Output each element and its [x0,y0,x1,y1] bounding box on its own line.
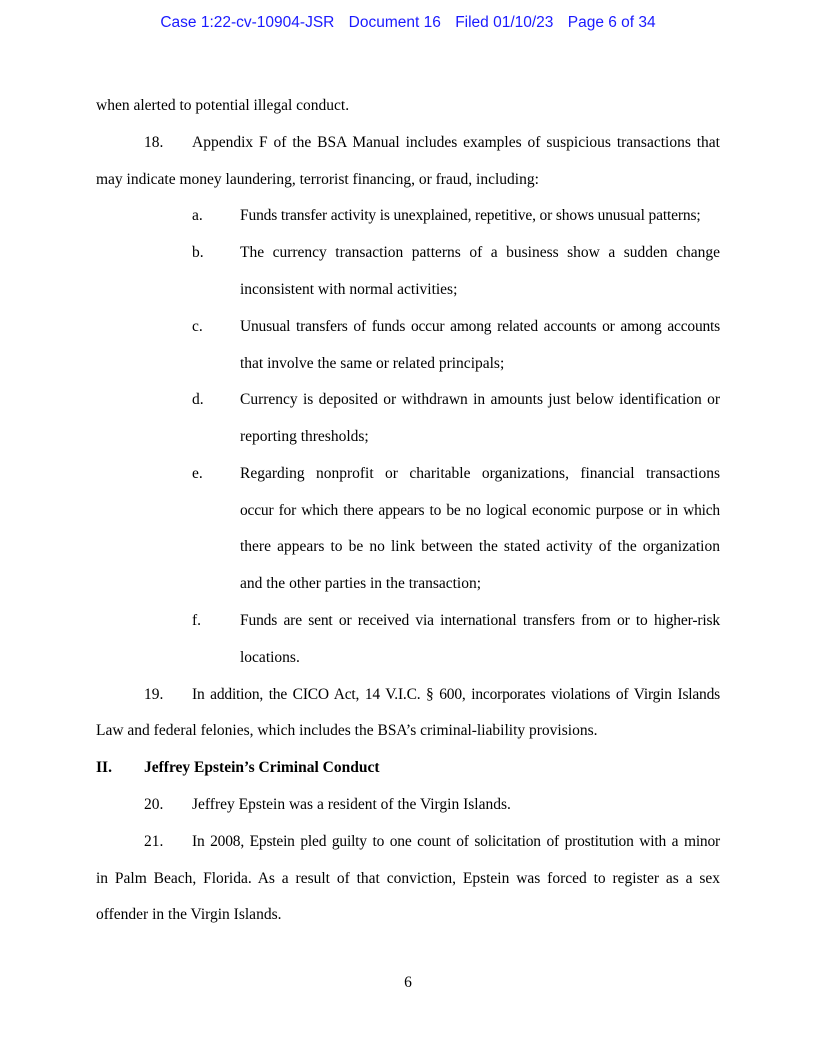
paragraph-number: 21. [144,833,164,850]
list-item-text: inconsistent with normal activities; [240,281,458,298]
case-header [0,14,816,32]
page-number: 6 [404,974,412,991]
list-item-text: Unusual transfers of funds occur among related accounts or among accounts [240,318,720,335]
paragraph-text: in Palm Beach, Florida. As a result of that conviction, Epstein was forced to register as a sex [96,870,720,887]
list-item-letter: a. [192,207,203,224]
list-item-text: Funds are sent or received via international transfers from or to higher-risk [240,612,720,629]
list-item-text: reporting thresholds; [240,428,369,445]
list-item-letter: e. [192,465,203,482]
list-item-text: The currency transaction patterns of a business show a sudden change [240,244,720,261]
paragraph-text: Jeffrey Epstein was a resident of the Virgin Islands. [192,796,511,813]
paragraph-text: In 2008, Epstein pled guilty to one count of solicitation of prostitution with a minor [192,833,720,850]
paragraph-text: In addition, the CICO Act, 14 V.I.C. § 600, incorporates violations of Virgin Islands [192,686,720,703]
list-item-text: Regarding nonprofit or charitable organizations, financial transactions [240,465,720,482]
list-item-text: that involve the same or related principals; [240,355,505,372]
list-item-text: Currency is deposited or withdrawn in amounts just below identification or [240,391,720,408]
list-item-text: there appears to be no link between the stated activity of the organization [240,538,720,555]
paragraph-number: 18. [144,134,164,151]
section-numeral: II. [96,759,112,776]
filed-date: Filed 01/10/23 [455,14,554,31]
list-item-text: occur for which there appears to be no logical economic purpose or in which [240,502,720,519]
list-item-text: locations. [240,649,300,666]
paragraph-text: Law and federal felonies, which includes the BSA’s criminal-liability provisions. [96,722,598,739]
list-item-text: Funds transfer activity is unexplained, repetitive, or shows unusual patterns; [240,207,701,224]
list-item-letter: d. [192,391,204,408]
paragraph-text: Appendix F of the BSA Manual includes examples of suspicious transactions that [192,134,720,151]
case-number: Case 1:22-cv-10904-JSR [160,14,335,31]
section-heading: Jeffrey Epstein’s Criminal Conduct [144,759,380,776]
list-item-letter: b. [192,244,204,261]
page-indicator: Page 6 of 34 [567,14,656,31]
paragraph-number: 19. [144,686,164,703]
paragraph-number: 20. [144,796,164,813]
list-item-text: and the other parties in the transaction; [240,575,482,592]
document-number: Document 16 [348,14,441,31]
list-item-letter: c. [192,318,203,335]
paragraph-text: may indicate money laundering, terrorist financing, or fraud, including: [96,171,539,188]
paragraph-text: offender in the Virgin Islands. [96,906,282,923]
continuation-text: when alerted to potential illegal conduct. [96,97,350,114]
list-item-letter: f. [192,612,202,629]
